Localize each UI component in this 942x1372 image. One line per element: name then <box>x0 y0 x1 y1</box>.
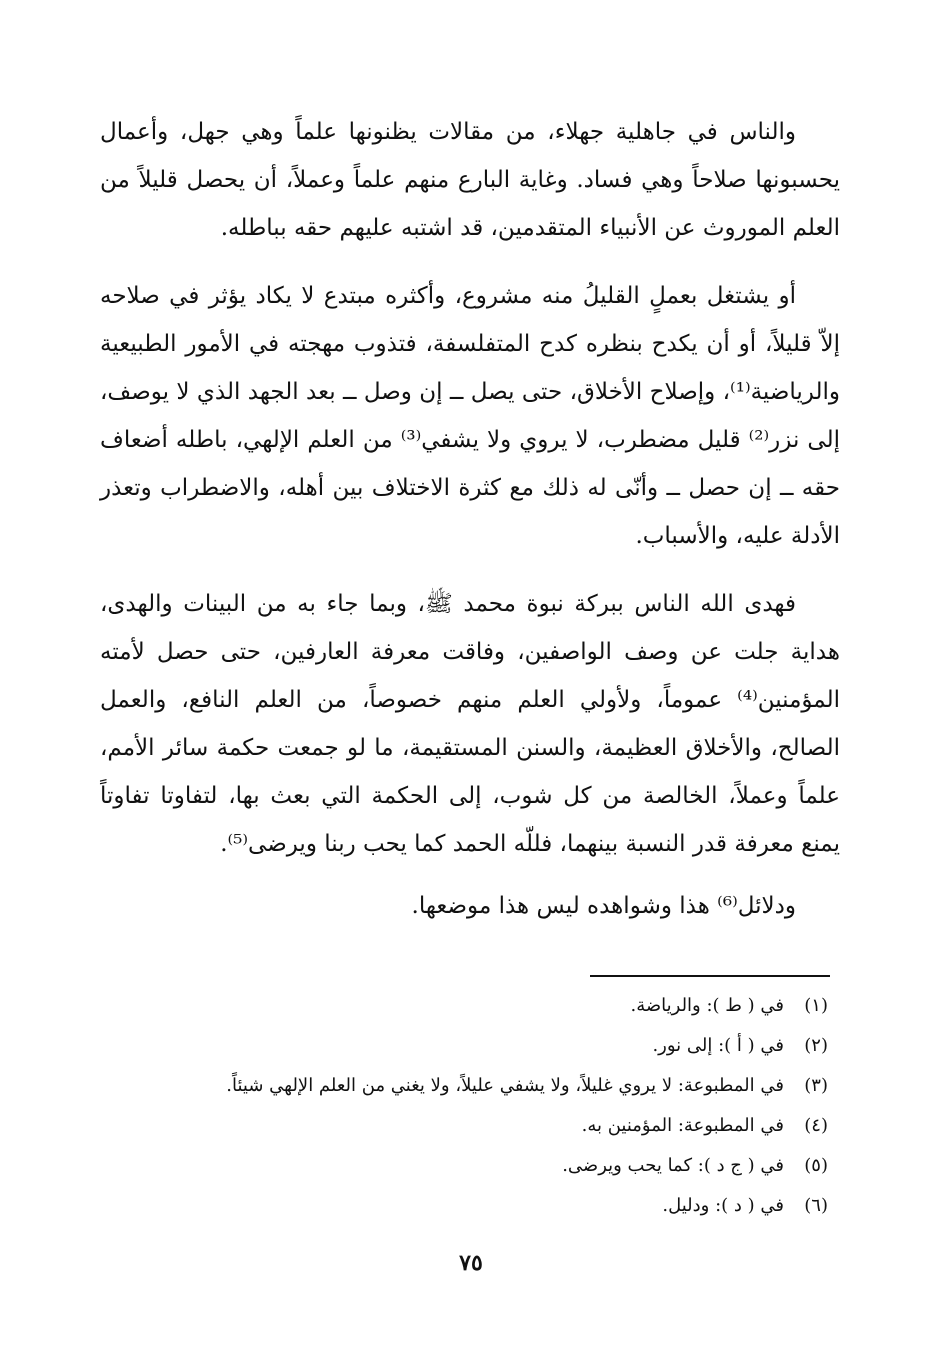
paragraph-3: فهدى الله الناس ببركة نبوة محمد ﷺ، وبما جاء به من البينات والهدى، هداية جلت عن وصف الواصفين، وفاقت معرفة العارفين، حتى حصل لأمته المؤمنين⁽⁴⁾ عموماً، ولأولي العلم منهم خصوصاً، من العلم النافع، والعمل الصالح، والأخلاق العظيمة، والسنن المستقيمة، ما لو جمعت حكمة سائر الأمم، علماً وعملاً، الخالصة من كل شوب، إلى الحكمة التي بعث بها، لتفاوتا تفاوتاً يمنع معرفة قدر النسبة بينهما، فللّه الحمد كما يحب ربنا ويرضى⁽⁵⁾. <box>100 591 840 857</box>
footnote-number: (٥) <box>804 1155 828 1176</box>
footnote-6 <box>100 1186 840 1226</box>
main-text <box>100 108 840 930</box>
footnote-number: (٢) <box>804 1035 828 1056</box>
footnote-text: في ( أ ): إلى نور. <box>652 1035 784 1056</box>
footnote-text: في ( د ): ودليل. <box>662 1195 784 1216</box>
footnote-text: في المطبوعة: لا يروي غليلاً، ولا يشفي عليلاً، ولا يغني من العلم الإلهي شيئاً. <box>226 1075 784 1096</box>
footnote-3 <box>100 1066 840 1106</box>
footnote-2 <box>100 1026 840 1066</box>
footnote-number: (٤) <box>804 1115 828 1136</box>
footnote-text: في المطبوعة: المؤمنين به. <box>581 1115 784 1136</box>
footnote-text: في ( ج د ): كما يحب ويرضى. <box>562 1155 784 1176</box>
footnote-text: في ( ط ): والرياضة. <box>630 995 784 1016</box>
paragraph-4: ودلائل⁽⁶⁾ هذا وشواهده ليس هذا موضعها. <box>411 893 796 919</box>
footnote-number: (١) <box>804 995 828 1016</box>
footnote-4 <box>100 1106 840 1146</box>
footnote-separator <box>590 975 830 977</box>
footnote-number: (٦) <box>804 1195 828 1216</box>
footnotes <box>100 986 840 1226</box>
page-number: ٧٥ <box>459 1250 483 1276</box>
footnote-1 <box>100 986 840 1026</box>
footnote-5 <box>100 1146 840 1186</box>
footnote-number: (٣) <box>804 1075 828 1096</box>
paragraph-1: والناس في جاهلية جهلاء، من مقالات يظنونها علماً وهي جهل، وأعمال يحسبونها صلاحاً وهي فساد. وغاية البارع منهم علماً وعملاً، أن يحصل قليلاً من العلم الموروث عن الأنبياء المتقدمين، قد اشتبه عليهم حقه بباطله. <box>100 119 840 241</box>
paragraph-2: أو يشتغل بعملٍ القليلُ منه مشروع، وأكثره مبتدع لا يكاد يؤثر في صلاحه إلاّ قليلاً، أو أن يكدح بنظره كدح المتفلسفة، فتذوب مهجته في الأمور الطبيعية والرياضية⁽¹⁾، وإصلاح الأخلاق، حتى يصل ــ إن وصل ــ بعد الجهد الذي لا يوصف، إلى نزر⁽²⁾ قليل مضطرب، لا يروي ولا يشفي⁽³⁾ من العلم الإلهي، باطله أضعاف حقه ــ إن حصل ــ وأنّى له ذلك مع كثرة الاختلاف بين أهله، والاضطراب وتعذر الأدلة عليه، والأسباب. <box>100 283 840 549</box>
